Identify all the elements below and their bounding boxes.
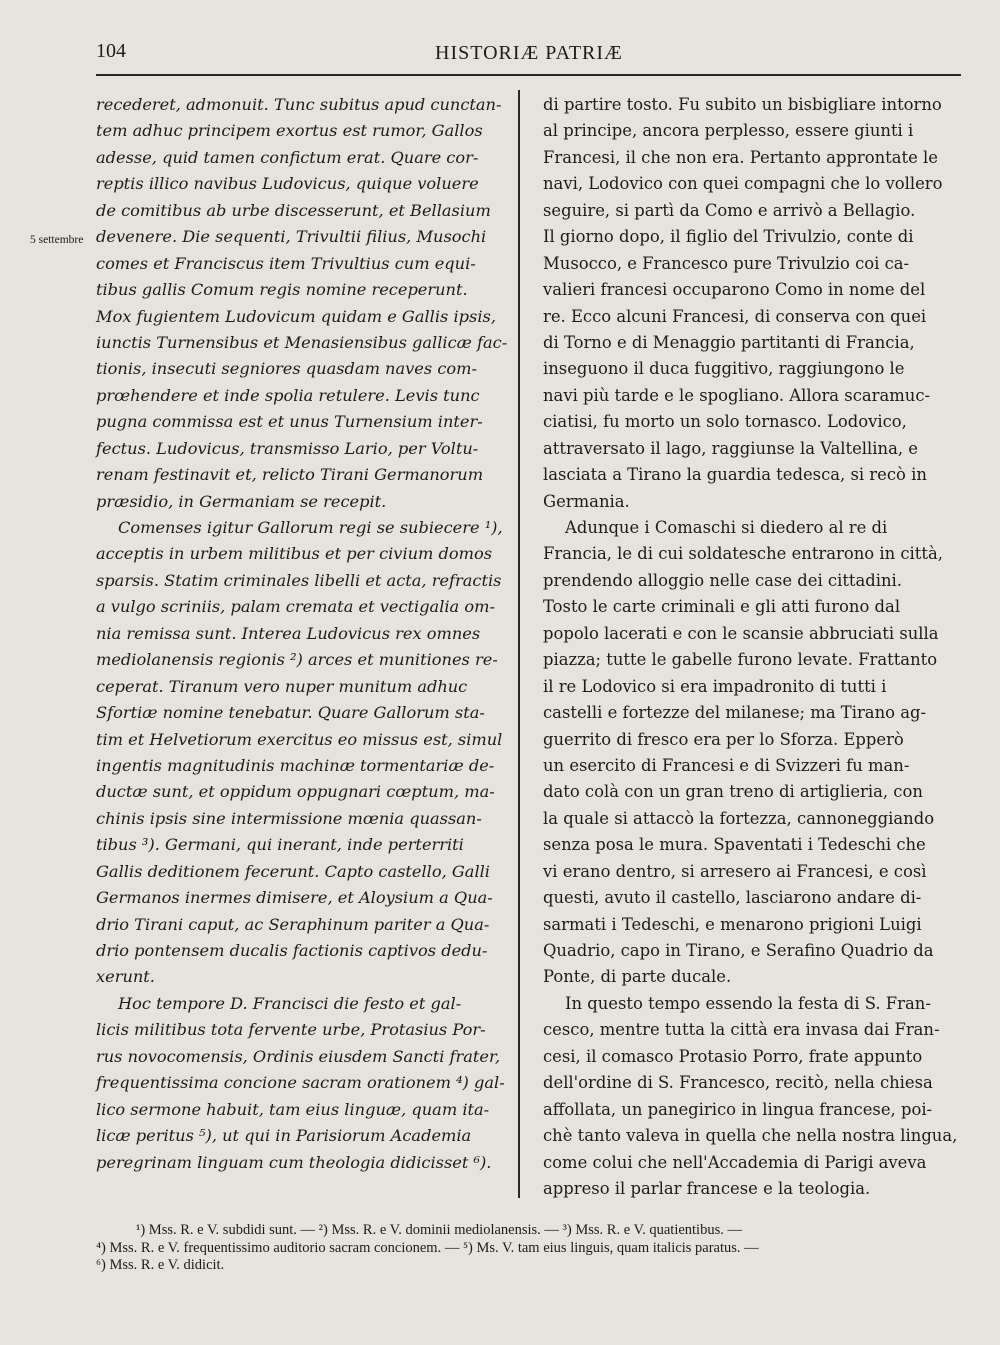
- text-line: iunctis Turnensibus et Menasiensibus gallicæ fac-: [96, 332, 508, 352]
- latin-text-column: [96, 92, 508, 1176]
- text-line: Gallis deditionem fecerunt. Capto castello, Galli: [96, 861, 490, 881]
- text-line: affollata, un panegirico in lingua francese, poi-: [543, 1099, 933, 1119]
- text-line: chè tanto valeva in quella che nella nostra lingua,: [543, 1126, 958, 1146]
- text-line: ductæ sunt, et oppidum oppugnari cœptum, ma-: [96, 782, 495, 802]
- text-line: fectus. Ludovicus, transmisso Lario, per Voltu-: [96, 438, 479, 458]
- text-line: præsidio, in Germaniam se recepit.: [96, 491, 387, 511]
- text-line: piazza; tutte le gabelle furono levate. Frattanto: [543, 650, 938, 670]
- text-line: reptis illico navibus Ludovicus, quique voluere: [96, 174, 479, 194]
- text-line: il re Lodovico si era impadronito di tutti i: [543, 676, 887, 696]
- text-line: navi, Lodovico con quei compagni che lo vollero: [543, 174, 943, 194]
- text-line: sparsis. Statim criminales libelli et acta, refractis: [96, 570, 502, 590]
- text-line: Germania.: [543, 491, 630, 511]
- column-divider: [518, 90, 520, 1198]
- text-line: Hoc tempore D. Francisci die festo et gal-: [118, 993, 462, 1013]
- footnote-line: ⁴) Mss. R. e V. frequentissimo auditorio sacram concionem. — ⁵) Ms. V. tam eius linguis, quam italicis paratus. —: [96, 1239, 759, 1256]
- text-line: inseguono il duca fuggitivo, raggiungono le: [543, 359, 905, 379]
- text-line: prœhendere et inde spolia retulere. Levis tunc: [96, 385, 480, 405]
- text-line: peregrinam linguam cum theologia didicisset ⁶).: [96, 1152, 492, 1172]
- text-line: Mox fugientem Ludovicum quidam e Gallis ipsis,: [96, 306, 496, 326]
- text-line: devenere. Die sequenti, Trivultii filius, Musochi: [96, 227, 487, 247]
- text-line: navi più tarde e le spogliano. Allora scaramuc-: [543, 385, 931, 405]
- text-line: cesco, mentre tutta la città era invasa dai Fran-: [543, 1020, 940, 1040]
- text-line: acceptis in urbem militibus et per civium domos: [96, 544, 493, 564]
- text-line: rus novocomensis, Ordinis eiusdem Sancti frater,: [96, 1046, 501, 1066]
- italian-text-column: [543, 92, 963, 1202]
- page-number: 104: [96, 40, 126, 62]
- text-line: seguire, si partì da Como e arrivò a Bellagio.: [543, 200, 916, 220]
- text-line: come colui che nell'Accademia di Parigi aveva: [543, 1152, 927, 1172]
- text-line: re. Ecco alcuni Francesi, di conserva con quei: [543, 306, 927, 326]
- text-line: castelli e fortezze del milanese; ma Tirano ag-: [543, 703, 927, 723]
- text-line: popolo lacerati e con le scansie abbruciati sulla: [543, 623, 939, 643]
- text-line: drio Tirani caput, ac Seraphinum pariter a Qua-: [96, 914, 490, 934]
- text-line: ceperat. Tiranum vero nuper munitum adhuc: [96, 676, 468, 696]
- text-line: de comitibus ab urbe discesserunt, et Bellasium: [96, 200, 491, 220]
- text-line: Francia, le di cui soldatesche entrarono in città,: [543, 544, 943, 564]
- text-line: Quadrio, capo in Tirano, e Serafino Quadrio da: [543, 941, 934, 960]
- text-line: xerunt.: [96, 967, 155, 987]
- text-line: tibus gallis Comum regis nomine receperunt.: [96, 280, 468, 300]
- text-line: a vulgo scriniis, palam cremata et vectigalia om-: [96, 597, 495, 617]
- text-line: al principe, ancora perplesso, essere giunti i: [543, 121, 914, 141]
- text-line: la quale si attaccò la fortezza, cannoneggiando: [543, 808, 935, 828]
- text-line: drio pontensem ducalis factionis captivos dedu-: [96, 941, 488, 960]
- text-line: di partire tosto. Fu subito un bisbigliare intorno: [543, 95, 942, 114]
- text-line: mediolanensis regionis ²) arces et munitiones re-: [96, 650, 498, 670]
- header-rule: [96, 74, 961, 76]
- text-line: dato colà con un gran treno di artiglieria, con: [543, 782, 923, 802]
- text-line: licis militibus tota fervente urbe, Protasius Por-: [96, 1020, 486, 1040]
- footnotes: [96, 1222, 976, 1275]
- text-line: Germanos inermes dimisere, et Aloysium a Qua-: [96, 888, 493, 908]
- text-line: lasciata a Tirano la guardia tedesca, si recò in: [543, 465, 927, 485]
- text-line: chinis ipsis sine intermissione mœnia quassan-: [96, 808, 482, 828]
- text-line: sarmati i Tedeschi, e menarono prigioni Luigi: [543, 914, 922, 934]
- text-line: Adunque i Comaschi si diedero al re di: [565, 518, 888, 537]
- text-line: Ponte, di parte ducale.: [543, 967, 732, 987]
- text-line: nia remissa sunt. Interea Ludovicus rex omnes: [96, 623, 481, 643]
- text-line: ciatisi, fu morto un solo tornasco. Lodovico,: [543, 412, 907, 432]
- text-line: tem adhuc principem exortus est rumor, Gallos: [96, 121, 483, 141]
- text-line: pugna commissa est et unus Turnensium inter-: [96, 412, 483, 432]
- text-line: In questo tempo essendo la festa di S. Fran-: [565, 993, 931, 1013]
- margin-date-note: 5 settembre: [30, 234, 84, 246]
- text-line: Comenses igitur Gallorum regi se subiecere ¹),: [118, 518, 503, 537]
- text-line: tim et Helvetiorum exercitus eo missus est, simul: [96, 729, 503, 749]
- footnote-line: ¹) Mss. R. e V. subdidi sunt. — ²) Mss. R. e V. dominii mediolanensis. — ³) Mss. R. e V. quatientibus. —: [136, 1222, 742, 1238]
- text-line: valieri francesi occuparono Como in nome del: [543, 280, 926, 300]
- text-line: renam festinavit et, relicto Tirani Germanorum: [96, 465, 484, 485]
- text-line: Francesi, il che non era. Pertanto approntate le: [543, 147, 938, 167]
- text-line: Il giorno dopo, il figlio del Trivulzio, conte di: [543, 227, 914, 247]
- running-title: HISTORIÆ PATRIÆ: [435, 42, 623, 64]
- text-line: cesi, il comasco Protasio Porro, frate appunto: [543, 1046, 923, 1066]
- text-line: vi erano dentro, si arresero ai Francesi, e così: [543, 861, 927, 881]
- text-line: Musocco, e Francesco pure Trivulzio coi ca-: [543, 253, 910, 273]
- text-line: tionis, insecuti segniores quasdam naves com-: [96, 359, 477, 379]
- text-line: tibus ³). Germani, qui inerant, inde perterriti: [96, 835, 464, 855]
- text-line: Tosto le carte criminali e gli atti furono dal: [543, 597, 901, 617]
- text-line: guerrito di fresco era per lo Sforza. Epperò: [543, 729, 904, 749]
- text-line: un esercito di Francesi e di Svizzeri fu man-: [543, 755, 910, 775]
- text-line: prendendo alloggio nelle case dei cittadini.: [543, 570, 903, 590]
- text-line: ingentis magnitudinis machinæ tormentariæ de-: [96, 755, 495, 775]
- footnote-line: ⁶) Mss. R. e V. didicit.: [96, 1257, 225, 1273]
- text-line: Sfortiæ nomine tenebatur. Quare Gallorum sta-: [96, 703, 485, 723]
- text-line: adesse, quid tamen confictum erat. Quare cor-: [96, 147, 479, 167]
- text-line: appreso il parlar francese e la teologia.: [543, 1178, 871, 1198]
- text-line: senza posa le mura. Spaventati i Tedeschi che: [543, 835, 926, 855]
- text-line: lico sermone habuit, tam eius linguæ, quam ita-: [96, 1099, 490, 1119]
- text-line: recederet, admonuit. Tunc subitus apud cunctan-: [96, 95, 502, 114]
- text-line: frequentissima concione sacram orationem ⁴) gal-: [96, 1073, 505, 1093]
- text-line: dell'ordine di S. Francesco, recitò, nella chiesa: [543, 1073, 933, 1093]
- text-line: licæ peritus ⁵), ut qui in Parisiorum Academia: [96, 1126, 472, 1146]
- text-line: attraversato il lago, raggiunse la Valtellina, e: [543, 438, 918, 458]
- text-line: di Torno e di Menaggio partitanti di Francia,: [543, 332, 915, 352]
- text-line: questi, avuto il castello, lasciarono andare di-: [543, 888, 922, 908]
- text-line: comes et Franciscus item Trivultius cum equi-: [96, 253, 476, 273]
